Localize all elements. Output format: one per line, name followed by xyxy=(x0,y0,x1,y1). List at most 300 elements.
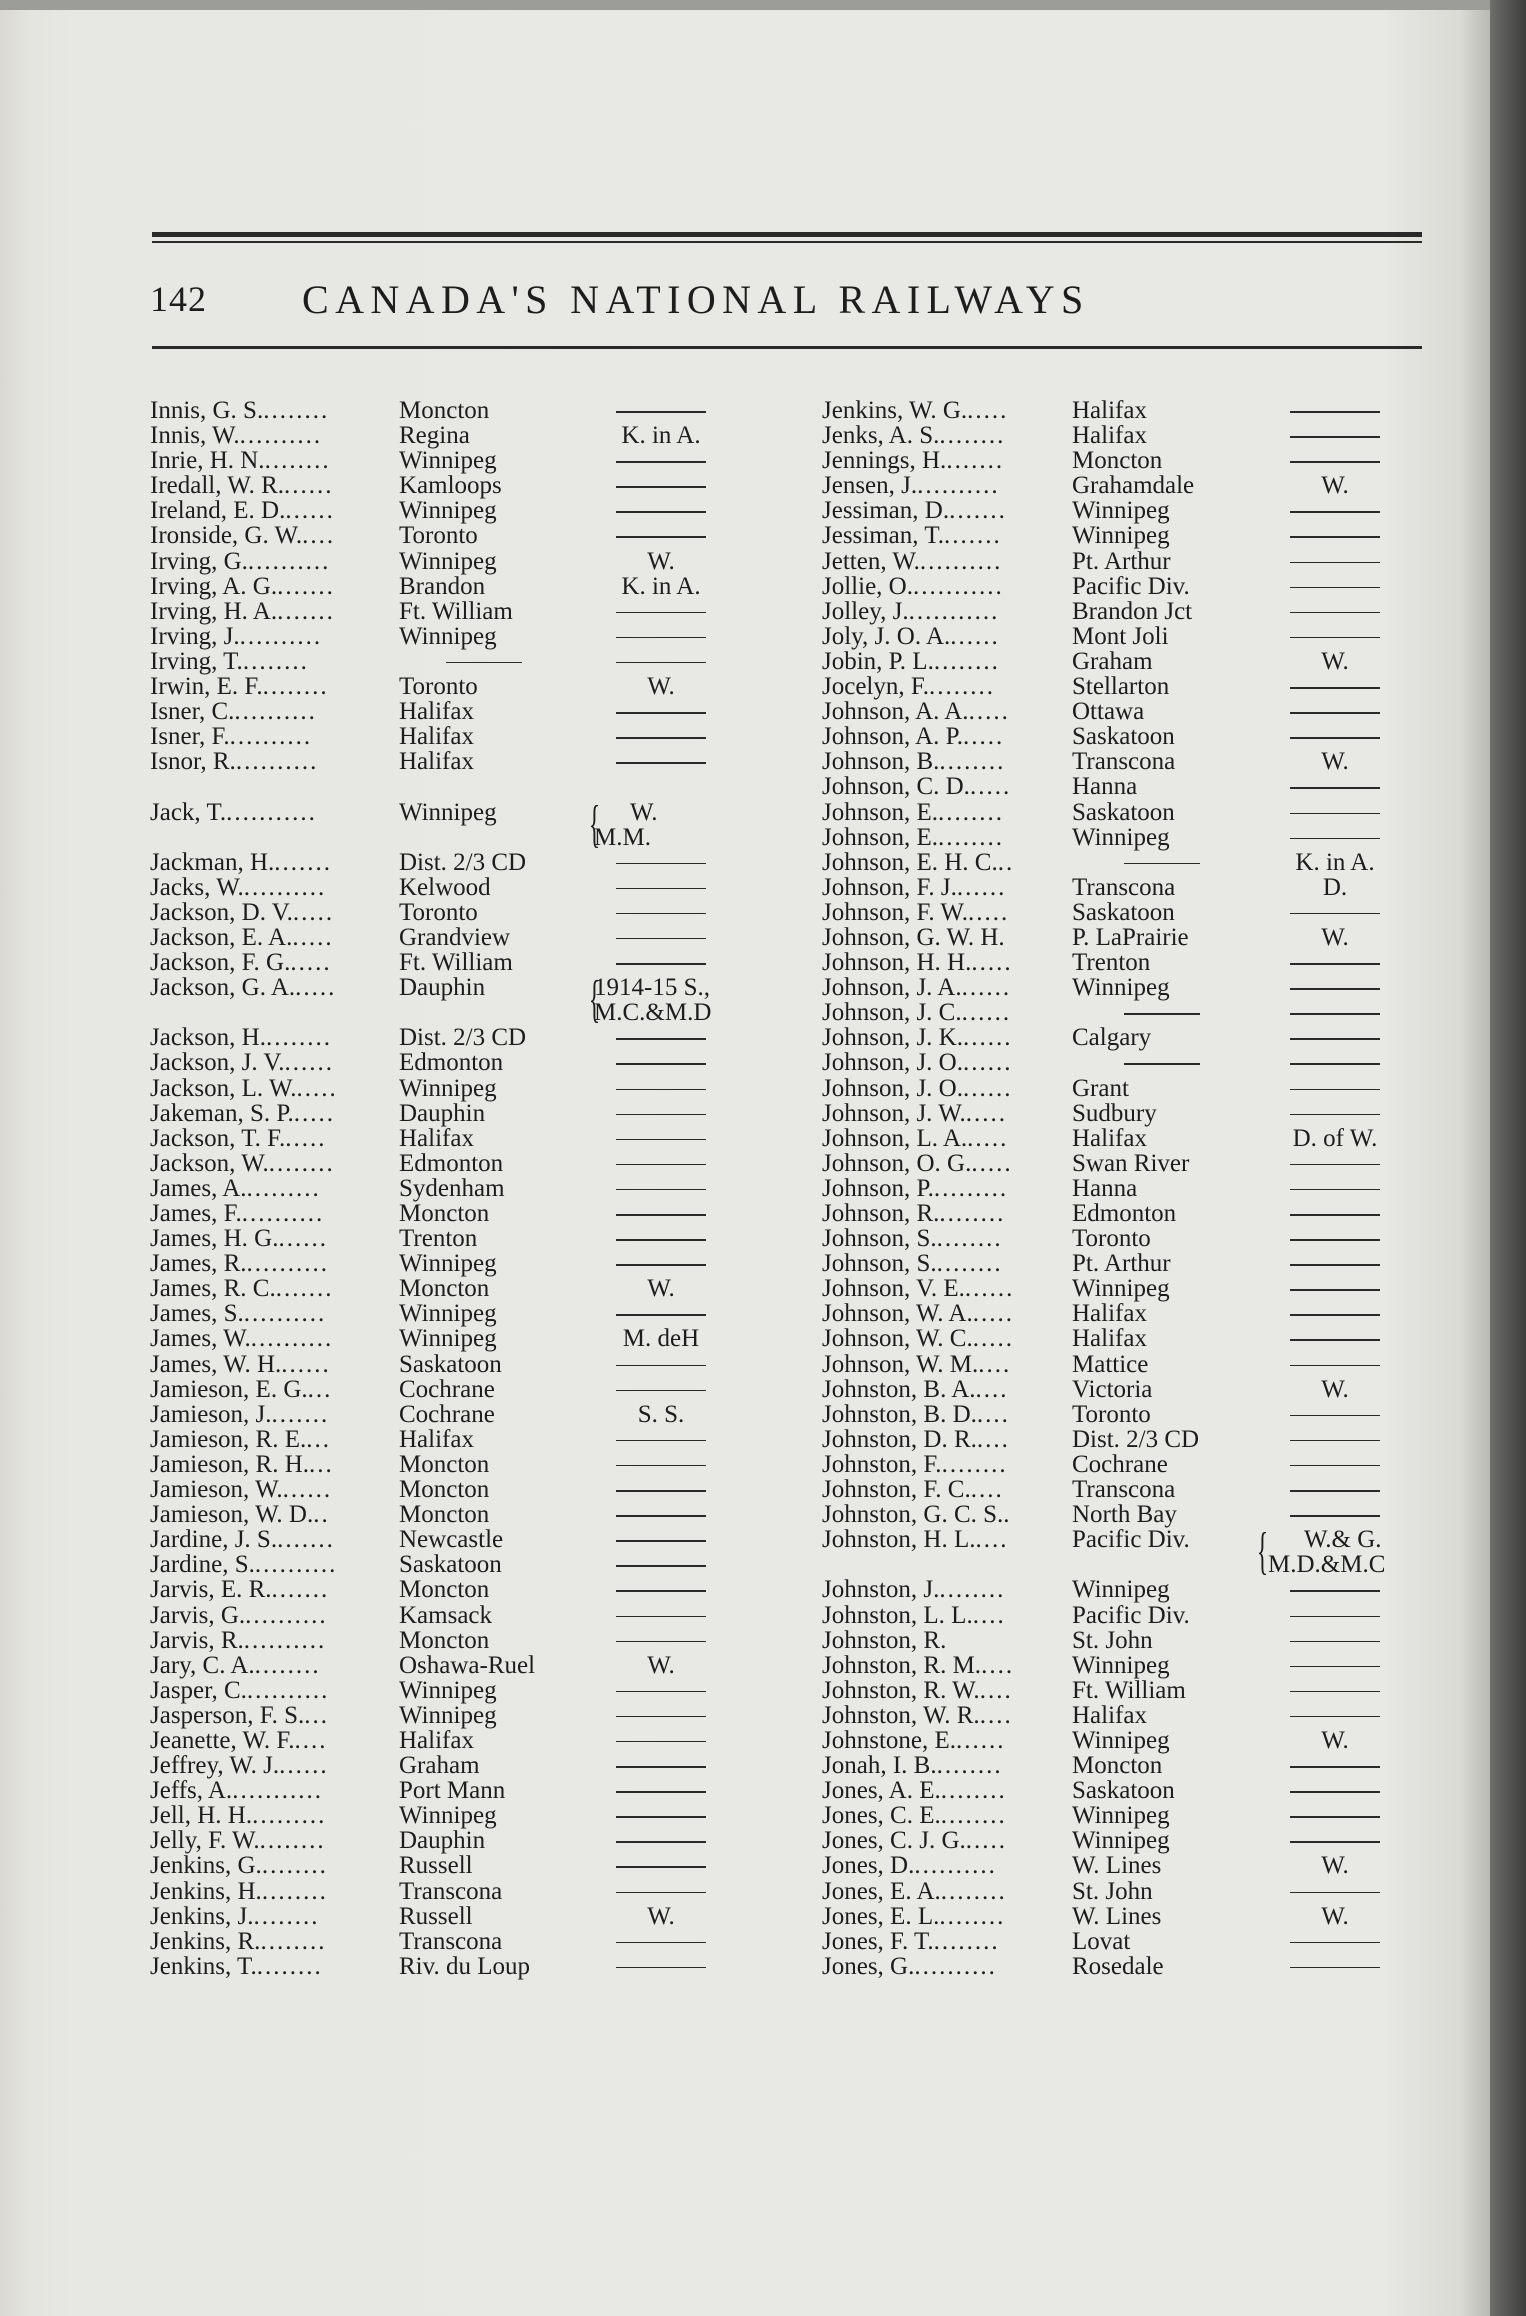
employee-name xyxy=(150,900,334,925)
note-dash xyxy=(1290,1716,1380,1718)
note-dash xyxy=(616,762,706,764)
note-dash xyxy=(616,411,706,413)
employee-name xyxy=(822,1452,1008,1477)
location: Saskatoon xyxy=(399,1551,502,1579)
name-text: Isner, F. xyxy=(150,723,230,751)
service-note: K. in A. xyxy=(1295,848,1375,876)
leader-dots: .. xyxy=(313,1501,330,1529)
name-text: Johnson, F. J. xyxy=(822,873,957,901)
leader-dots: ..... xyxy=(963,723,1005,751)
leader-dots: ........ xyxy=(933,1927,1000,1955)
leader-dots: .......... xyxy=(250,1325,334,1353)
note-dash xyxy=(616,1540,706,1542)
employee-name xyxy=(822,1678,1013,1703)
note-dash xyxy=(616,1816,706,1818)
service-note: W. xyxy=(1321,748,1349,776)
name-text: Johnson, E. H. C. xyxy=(822,848,998,876)
leader-dots: ..... xyxy=(968,698,1010,726)
location: Pacific Div. xyxy=(1072,1526,1190,1554)
name-text: Innis, G. S. xyxy=(150,397,264,424)
leader-dots: .......... xyxy=(246,1250,330,1278)
name-text: Jenkins, J. xyxy=(150,1902,254,1930)
employee-name xyxy=(150,1176,321,1201)
employee-name xyxy=(822,1853,997,1878)
name-text: Jolley, J. xyxy=(822,597,909,625)
note-dash xyxy=(1290,838,1380,840)
name-text: Jamieson, E. G. xyxy=(150,1375,308,1403)
employee-name xyxy=(822,1050,1013,1075)
name-text: Jensen, J. xyxy=(822,472,918,500)
name-text: Johnson, A. P. xyxy=(822,723,964,751)
leader-dots: ........ xyxy=(933,647,1000,675)
note-dash xyxy=(1290,1063,1380,1065)
name-text: Johnson, P. xyxy=(822,1174,934,1202)
page-number: 142 xyxy=(150,279,207,319)
location: Halifax xyxy=(1072,422,1147,450)
leader-dots: ........... xyxy=(908,597,1000,625)
leader-dots: ........ xyxy=(254,1651,321,1679)
leader-dots: ........ xyxy=(242,647,309,675)
note-dash xyxy=(1290,1013,1380,1015)
employee-name xyxy=(150,448,331,473)
note-dash xyxy=(1290,1415,1380,1417)
location: Graham xyxy=(399,1752,480,1780)
employee-name xyxy=(822,674,995,699)
employee-name xyxy=(150,398,329,423)
location-dash xyxy=(1124,1013,1200,1015)
note-dash xyxy=(616,938,706,940)
location: Brandon xyxy=(399,572,486,600)
service-note: W. xyxy=(647,547,675,575)
employee-name xyxy=(822,1276,1014,1301)
note-dash xyxy=(616,1866,706,1868)
service-note: W. xyxy=(1321,1852,1349,1880)
leader-dots: .......... xyxy=(917,472,1000,500)
leader-dots: ........ xyxy=(256,1952,323,1980)
leader-dots: ........ xyxy=(264,447,331,475)
location: Toronto xyxy=(1072,1225,1151,1253)
location: Mattice xyxy=(1072,1350,1149,1378)
employee-name xyxy=(822,1352,1011,1377)
location: Toronto xyxy=(1072,1400,1151,1428)
location: Halifax xyxy=(399,698,474,726)
note-dash xyxy=(1290,988,1380,990)
leader-dots: .......... xyxy=(234,698,317,726)
name-text: Jell, H. H. xyxy=(150,1802,253,1830)
location: Halifax xyxy=(1072,1124,1147,1152)
note-dash xyxy=(616,1038,706,1040)
location: Transcona xyxy=(399,1927,503,1955)
leader-dots: .......... xyxy=(246,1676,330,1704)
name-text: Johnson, J. O. xyxy=(822,1074,963,1102)
employee-name xyxy=(150,1853,328,1878)
name-text: Jakeman, S. P. xyxy=(150,1099,294,1127)
location: Dauphin xyxy=(399,974,486,1002)
leader-dots: ........ xyxy=(939,1576,1006,1604)
note-dash xyxy=(616,1465,706,1467)
employee-name xyxy=(822,975,1011,1000)
location: Halifax xyxy=(399,748,474,776)
employee-name xyxy=(822,1201,1005,1226)
name-text: Jones, D. xyxy=(822,1852,915,1880)
leader-dots: ..... xyxy=(293,1099,335,1127)
employee-name xyxy=(150,1402,329,1427)
location: Swan River xyxy=(1072,1149,1190,1177)
employee-name xyxy=(822,1929,1000,1954)
name-text: Irwin, E. F. xyxy=(150,673,263,701)
location: Saskatoon xyxy=(1072,1777,1175,1805)
location: Edmonton xyxy=(1072,1200,1177,1227)
employee-name xyxy=(150,1050,334,1075)
leader-dots: ... xyxy=(306,1425,331,1453)
name-text: Jetten, W. xyxy=(822,547,920,575)
leader-dots: ........ xyxy=(261,1877,328,1905)
location-dash xyxy=(446,662,522,664)
service-note: W. xyxy=(1321,923,1349,951)
name-text: Johnson, J. A. xyxy=(822,974,962,1002)
note-dash xyxy=(1290,1590,1380,1592)
service-note: M. deH xyxy=(622,1325,700,1353)
leader-dots: ..... xyxy=(965,1827,1008,1855)
location: Saskatoon xyxy=(1072,723,1175,751)
note-dash xyxy=(616,486,706,488)
location: Cochrane xyxy=(1072,1450,1168,1478)
employee-name xyxy=(822,549,1002,574)
name-text: Johnson, E. xyxy=(822,823,938,851)
location: Victoria xyxy=(1072,1375,1153,1403)
employee-name xyxy=(822,699,1010,724)
name-text: Jasper, C. xyxy=(150,1676,247,1704)
leader-dots: .......... xyxy=(243,873,327,901)
employee-name xyxy=(150,423,322,448)
employee-name xyxy=(150,1352,331,1377)
employee-name xyxy=(150,1201,324,1226)
employee-name xyxy=(150,724,312,749)
leader-dots: .... xyxy=(975,1375,1009,1403)
name-text: Jeanette, W. F. xyxy=(150,1726,295,1754)
leader-dots: ..... xyxy=(290,949,332,977)
employee-name xyxy=(822,1126,1008,1151)
note-dash xyxy=(1290,1616,1380,1618)
note-dash xyxy=(616,1314,706,1316)
note-dash xyxy=(1290,1641,1380,1643)
location: Regina xyxy=(399,422,470,450)
name-text: Johnson, R. xyxy=(822,1200,940,1227)
note-dash xyxy=(1290,411,1380,413)
service-note-line: 1914-15 S., xyxy=(594,974,710,1002)
name-text: Johnston, B. A. xyxy=(822,1375,976,1403)
note-dash xyxy=(1290,963,1380,965)
name-text: Jarvis, E. R. xyxy=(150,1576,272,1604)
name-text: Jennings, H. xyxy=(822,447,947,475)
note-dash xyxy=(616,1515,706,1517)
name-text: Johnson, O. G. xyxy=(822,1149,972,1177)
note-dash xyxy=(1290,1365,1380,1367)
leader-dots: ........ xyxy=(929,673,996,701)
leader-dots: ....... xyxy=(271,1576,330,1604)
location: Halifax xyxy=(399,1726,474,1754)
note-dash xyxy=(1290,436,1380,438)
service-note: K. in A. xyxy=(621,572,701,600)
employee-name xyxy=(822,1904,1005,1929)
leader-dots: ........ xyxy=(939,422,1006,450)
employee-name xyxy=(150,1828,326,1853)
service-note: W. xyxy=(1321,472,1349,500)
name-text: Jasperson, F. S. xyxy=(150,1701,305,1729)
leader-dots: ....... xyxy=(274,848,333,876)
note-dash xyxy=(1290,1164,1380,1166)
leader-dots: ........ xyxy=(259,1827,326,1855)
employee-name xyxy=(822,1025,1013,1050)
employee-name xyxy=(822,825,1004,850)
employee-name xyxy=(822,774,1011,799)
employee-name xyxy=(822,800,1004,825)
location: Ft. William xyxy=(399,597,513,625)
name-text: Jessiman, T. xyxy=(822,522,944,550)
note-dash xyxy=(616,913,706,915)
leader-dots: ......... xyxy=(933,1174,1009,1202)
employee-name xyxy=(150,1151,335,1176)
name-text: Jardine, J. S. xyxy=(150,1526,278,1554)
employee-name xyxy=(150,473,334,498)
name-text: Jackson, H. xyxy=(150,1024,266,1052)
location: Transcona xyxy=(1072,1476,1176,1504)
name-text: Johnson, J. K. xyxy=(822,1024,963,1052)
employee-name xyxy=(150,749,318,774)
name-text: Jamieson, W. D. xyxy=(150,1501,314,1529)
note-dash xyxy=(1290,737,1380,739)
location: Winnipeg xyxy=(399,447,497,475)
service-note xyxy=(594,975,711,1025)
name-text: Johnston, W. R. xyxy=(822,1701,980,1729)
location: Lovat xyxy=(1072,1927,1131,1955)
leader-dots: ...... xyxy=(279,1752,329,1780)
employee-name xyxy=(150,1076,338,1101)
name-text: Johnson, L. A. xyxy=(822,1124,968,1152)
note-dash xyxy=(1290,1189,1380,1191)
note-dash xyxy=(616,712,706,714)
name-text: Isner, C. xyxy=(150,698,235,726)
location: Winnipeg xyxy=(1072,1827,1170,1855)
location: Dist. 2/3 CD xyxy=(399,848,527,876)
leader-dots: ...... xyxy=(278,1225,328,1253)
name-text: Johnson, W. A. xyxy=(822,1300,973,1328)
name-text: Johnston, F. xyxy=(822,1450,942,1478)
note-dash xyxy=(1290,1264,1380,1266)
location: Winnipeg xyxy=(1072,1275,1170,1303)
location: St. John xyxy=(1072,1626,1153,1654)
location: Winnipeg xyxy=(399,1300,497,1328)
location: Transcona xyxy=(1072,748,1176,776)
name-text: Jackson, D. V. xyxy=(150,898,293,926)
leader-dots: ...... xyxy=(963,1074,1013,1102)
location: Grandview xyxy=(399,923,511,951)
location: Pt. Arthur xyxy=(1072,1250,1171,1278)
brace-icon: { xyxy=(588,795,601,853)
note-dash xyxy=(1290,1841,1380,1843)
note-dash xyxy=(616,1189,706,1191)
location: Toronto xyxy=(399,522,478,550)
employee-name xyxy=(150,649,309,674)
employee-name xyxy=(150,1929,326,1954)
name-text: Jobin, P. L. xyxy=(822,647,934,675)
service-note-line: M.M. xyxy=(594,823,651,851)
service-note-line: W. xyxy=(630,798,658,826)
note-dash xyxy=(1290,1515,1380,1517)
service-note xyxy=(1268,1527,1385,1577)
employee-name xyxy=(150,1276,333,1301)
name-text: Jonah, I. B. xyxy=(822,1752,937,1780)
location: Pacific Div. xyxy=(1072,572,1190,600)
employee-name xyxy=(822,1301,1014,1326)
location: Halifax xyxy=(1072,397,1147,424)
note-dash xyxy=(616,1766,706,1768)
service-note: W. xyxy=(1321,647,1349,675)
employee-name xyxy=(822,1628,946,1653)
employee-name xyxy=(822,1502,1012,1527)
name-text: Jones, E. L. xyxy=(822,1902,940,1930)
location: Grahamdale xyxy=(1072,472,1195,500)
leader-dots: ...... xyxy=(281,1350,331,1378)
employee-name xyxy=(150,1101,335,1126)
service-note-line: W.& G. xyxy=(1304,1526,1382,1554)
name-text: Irving, H. A. xyxy=(150,597,278,625)
note-dash xyxy=(1290,787,1380,789)
location: Winnipeg xyxy=(1072,974,1170,1002)
location: Transcona xyxy=(399,1877,503,1905)
leader-dots: .......... xyxy=(243,1300,327,1328)
leader-dots: ........ xyxy=(263,397,330,424)
employee-name xyxy=(150,925,334,950)
location: Toronto xyxy=(399,898,478,926)
employee-name xyxy=(150,1452,334,1477)
service-note: W. xyxy=(647,673,675,701)
note-dash xyxy=(1290,1967,1380,1969)
employee-name xyxy=(150,1678,329,1703)
leader-dots: .... xyxy=(975,1526,1009,1554)
location: Dist. 2/3 CD xyxy=(1072,1425,1200,1453)
leader-dots: ........ xyxy=(253,1902,320,1930)
employee-name xyxy=(822,950,1013,975)
leader-dots: .... xyxy=(970,1476,1004,1504)
employee-name xyxy=(150,1653,321,1678)
name-text: Jollie, O. xyxy=(822,572,913,600)
name-text: Johnson, V. E. xyxy=(822,1275,965,1303)
location: Halifax xyxy=(399,723,474,751)
name-text: Jenkins, G. xyxy=(150,1852,262,1880)
leader-dots: ...... xyxy=(950,622,1000,650)
location: Graham xyxy=(1072,647,1153,675)
leader-dots: .......... xyxy=(914,1852,997,1880)
service-note: W. xyxy=(1321,1726,1349,1754)
employee-name xyxy=(822,1803,1007,1828)
location: Halifax xyxy=(1072,1701,1147,1729)
location: North Bay xyxy=(1072,1501,1177,1529)
brace-icon: { xyxy=(1256,1523,1269,1581)
name-text: James, W. xyxy=(150,1325,251,1353)
leader-dots: ........... xyxy=(912,572,1004,600)
employee-name xyxy=(822,1427,1010,1452)
note-dash xyxy=(616,1214,706,1216)
name-text: Johnson, G. W. H. xyxy=(822,923,1005,951)
leader-dots: .... xyxy=(979,1676,1013,1704)
location: W. Lines xyxy=(1072,1852,1162,1880)
location: P. LaPrairie xyxy=(1072,923,1189,951)
location: Winnipeg xyxy=(399,547,497,575)
employee-name xyxy=(822,1527,1008,1552)
name-text: Jack, T. xyxy=(150,798,227,826)
leader-dots: ....... xyxy=(271,1400,330,1428)
name-text: Jocelyn, F. xyxy=(822,673,930,701)
employee-name xyxy=(150,875,326,900)
name-text: Irving, J. xyxy=(150,622,240,650)
location: Winnipeg xyxy=(1072,1802,1170,1830)
location: Newcastle xyxy=(399,1526,504,1554)
leader-dots: ........ xyxy=(941,1450,1008,1478)
employee-name xyxy=(150,1728,328,1753)
location: Moncton xyxy=(399,1275,490,1303)
name-text: Jarvis, R. xyxy=(150,1626,244,1654)
note-dash xyxy=(1290,1289,1380,1291)
name-text: Jarvis, G. xyxy=(150,1601,246,1629)
note-dash xyxy=(1290,637,1380,639)
location: Halifax xyxy=(399,1124,474,1152)
note-dash xyxy=(616,536,706,538)
leader-dots: ....... xyxy=(946,447,1005,475)
name-text: Jamieson, J. xyxy=(150,1400,272,1428)
name-text: Johnson, E. xyxy=(822,798,938,826)
location: Russell xyxy=(399,1902,473,1930)
note-dash xyxy=(616,612,706,614)
name-text: Johnson, H. H. xyxy=(822,949,972,977)
location: Winnipeg xyxy=(399,1802,497,1830)
leader-dots: ....... xyxy=(275,1275,334,1303)
leader-dots: .......... xyxy=(239,422,323,450)
leader-dots: ....... xyxy=(277,572,335,600)
location: Dist. 2/3 CD xyxy=(399,1024,527,1052)
leader-dots: ..... xyxy=(292,923,334,951)
employee-name xyxy=(822,1076,1013,1101)
note-dash xyxy=(616,1741,706,1743)
location: Winnipeg xyxy=(399,497,497,525)
location: Sudbury xyxy=(1072,1099,1157,1127)
location: Winnipeg xyxy=(399,798,497,826)
leader-dots: .......... xyxy=(235,748,319,776)
name-text: Johnston, B. D. xyxy=(822,1400,977,1428)
employee-name xyxy=(822,1226,1003,1251)
employee-name xyxy=(150,1577,329,1602)
leader-dots: .... xyxy=(302,522,336,550)
leader-dots: . xyxy=(1003,1501,1012,1529)
leader-dots: .......... xyxy=(241,1200,325,1227)
employee-name xyxy=(150,523,335,548)
location: Hanna xyxy=(1072,773,1138,801)
location: Cochrane xyxy=(399,1375,495,1403)
location: Grant xyxy=(1072,1074,1129,1102)
location: Edmonton xyxy=(399,1149,504,1177)
location: Ft. William xyxy=(399,949,513,977)
leader-dots: ...... xyxy=(284,1049,335,1077)
leader-dots: .......... xyxy=(919,547,1003,575)
location-dash xyxy=(1124,1063,1200,1065)
note-dash xyxy=(1290,1214,1380,1216)
service-note xyxy=(594,800,658,850)
leader-dots: ........ xyxy=(939,1902,1006,1930)
leader-dots: ........ xyxy=(940,1777,1007,1805)
leader-dots: .......... xyxy=(243,1626,327,1654)
employee-name xyxy=(150,599,335,624)
name-text: Irving, G. xyxy=(150,547,248,575)
